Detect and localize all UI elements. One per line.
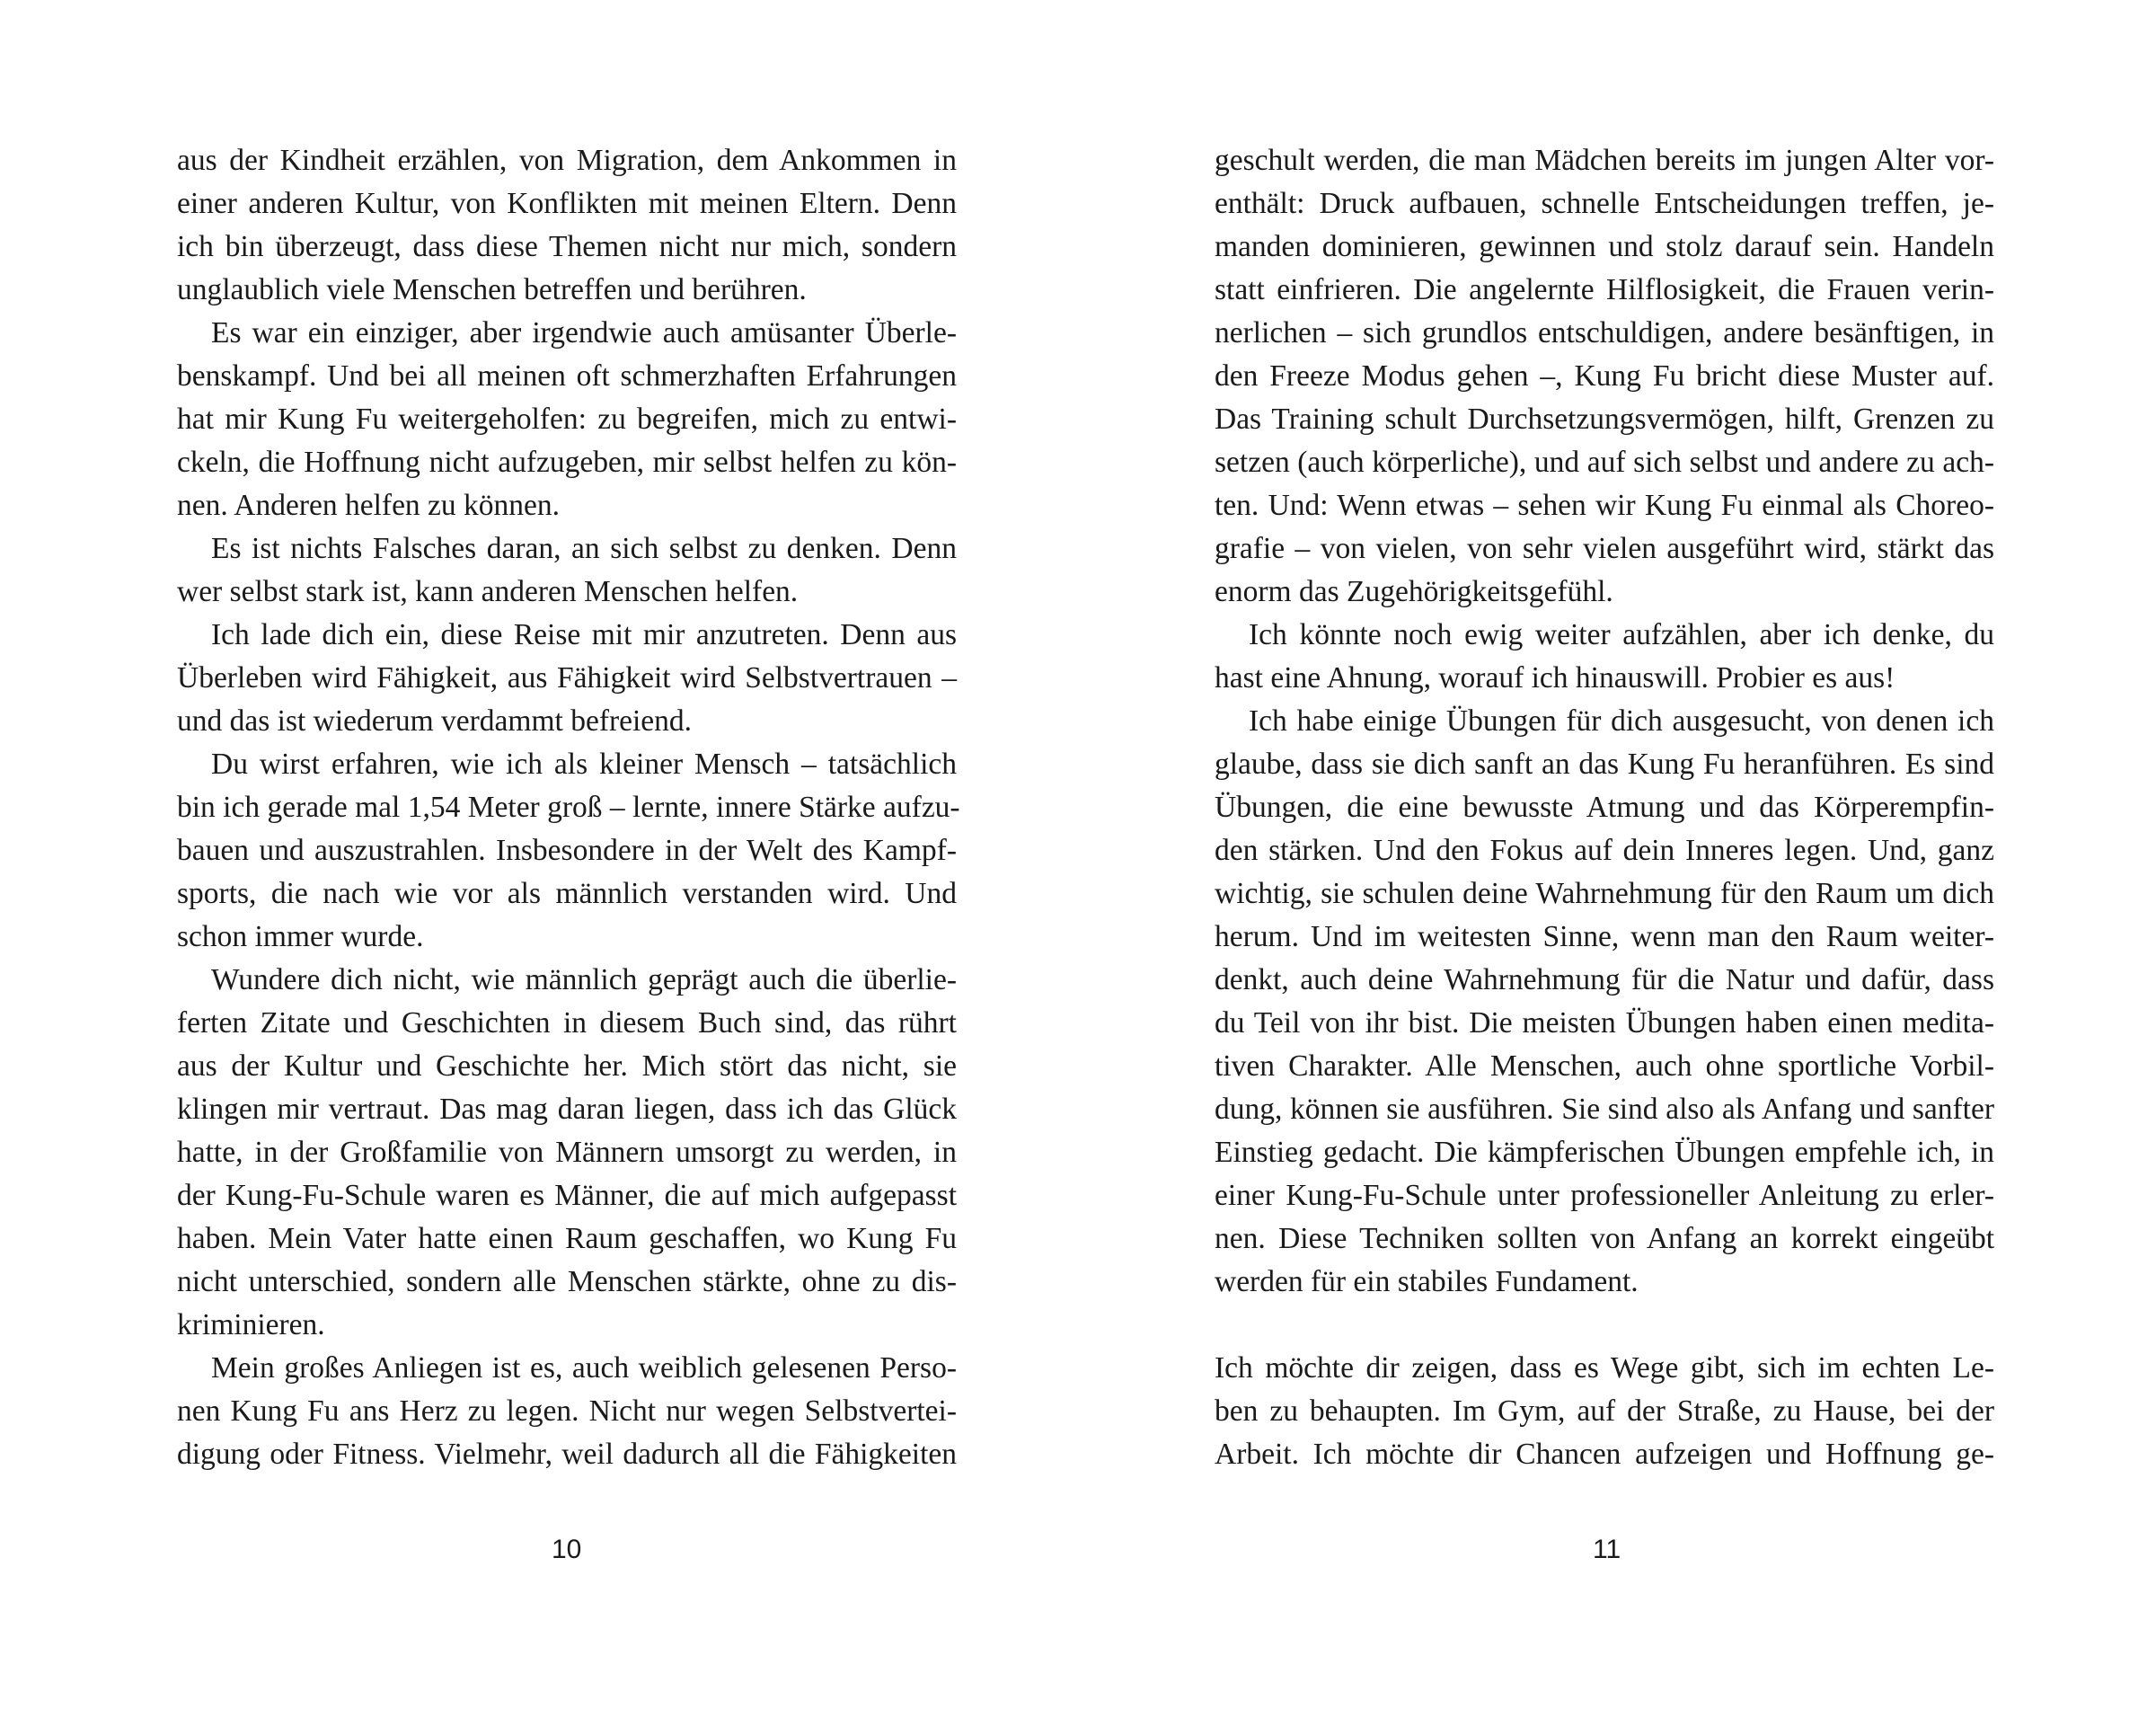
text-line: haben. Mein Vater hatte einen Raum geschaffen, wo Kung Fu [177, 1222, 957, 1255]
page-number: 10 [552, 1535, 582, 1564]
text-line: Ich lade dich ein, diese Reise mit mir anzutreten. Denn aus [211, 618, 957, 651]
text-line: nerlichen – sich grundlos entschuldigen, andere besänftigen, in [1215, 316, 1994, 350]
text-line: wer selbst stark ist, kann anderen Menschen helfen. [177, 575, 799, 608]
text-line: Wundere dich nicht, wie männlich geprägt auch die überlie- [211, 963, 957, 996]
text-line: glaube, dass sie dich sanft an das Kung Fu heranführen. Es sind [1215, 748, 1994, 781]
text-line: statt einfrieren. Die angelernte Hilflosigkeit, die Frauen verin- [1215, 273, 1994, 306]
text-line: herum. Und im weitesten Sinne, wenn man den Raum weiter- [1215, 920, 1994, 953]
text-line: wichtig, sie schulen deine Wahrnehmung für den Raum um dich [1215, 877, 1994, 910]
text-line: ckeln, die Hoffnung nicht aufzugeben, mir selbst helfen zu kön- [177, 446, 957, 479]
text-line: ben zu behaupten. Im Gym, auf der Straße, zu Hause, bei der [1215, 1394, 1994, 1428]
text-line: enthält: Druck aufbauen, schnelle Entscheidungen treffen, je- [1215, 187, 1994, 220]
text-line: Einstieg gedacht. Die kämpferischen Übungen empfehle ich, in [1215, 1136, 1994, 1169]
text-line: einer Kung-Fu-Schule unter professioneller Anleitung zu erler- [1215, 1179, 1994, 1212]
text-line: und das ist wiederum verdammt befreiend. [177, 704, 693, 738]
text-line: schon immer wurde. [177, 920, 424, 953]
text-line: du Teil von ihr bist. Die meisten Übungen haben einen medita- [1215, 1006, 1994, 1040]
text-line: nen. Anderen helfen zu können. [177, 489, 561, 522]
text-line: setzen (auch körperliche), und auf sich selbst und andere zu ach- [1215, 446, 1994, 479]
text-line: klingen mir vertraut. Das mag daran liegen, dass ich das Glück [177, 1093, 957, 1126]
text-line: unglaublich viele Menschen betreffen und berühren. [177, 273, 807, 306]
text-line: den stärken. Und den Fokus auf dein Inneres legen. Und, ganz [1215, 834, 1994, 867]
text-line: benskampf. Und bei all meinen oft schmerzhaften Erfahrungen [177, 359, 957, 393]
text-line: werden für ein stabiles Fundament. [1215, 1265, 1639, 1298]
left-page-text [177, 139, 960, 1476]
text-line: ferten Zitate und Geschichten in diesem Buch sind, das rührt [177, 1006, 957, 1040]
text-line: tiven Charakter. Alle Menschen, auch ohne sportliche Vorbil- [1215, 1049, 1994, 1083]
text-line: Übungen, die eine bewusste Atmung und das Körperempfin- [1215, 791, 1994, 824]
text-line: aus der Kultur und Geschichte her. Mich stört das nicht, sie [177, 1049, 957, 1083]
text-line: Es war ein einziger, aber irgendwie auch amüsanter Überle- [211, 316, 957, 350]
text-line: Ich möchte dir zeigen, dass es Wege gibt, sich im echten Le- [1215, 1351, 1994, 1385]
text-line: Mein großes Anliegen ist es, auch weiblich gelesenen Perso- [211, 1351, 957, 1385]
text-line: nen. Diese Techniken sollten von Anfang an korrekt eingeübt [1215, 1222, 1994, 1255]
text-line: denkt, auch deine Wahrnehmung für die Natur und dafür, dass [1215, 963, 1994, 996]
text-line: Ich könnte noch ewig weiter aufzählen, aber ich denke, du [1249, 618, 1994, 651]
text-line: geschult werden, die man Mädchen bereits im jungen Alter vor- [1215, 144, 1994, 177]
text-line: einer anderen Kultur, von Konflikten mit meinen Eltern. Denn [177, 187, 957, 220]
text-line: sports, die nach wie vor als männlich verstanden wird. Und [177, 877, 957, 910]
text-line: Ich habe einige Übungen für dich ausgesucht, von denen ich [1249, 704, 1994, 738]
text-line: grafie – von vielen, von sehr vielen ausgeführt wird, stärkt das [1215, 532, 1994, 565]
page-number: 11 [1593, 1535, 1621, 1564]
text-line: Das Training schult Durchsetzungsvermögen, hilft, Grenzen zu [1215, 403, 1994, 436]
text-line: enorm das Zugehörigkeitsgefühl. [1215, 575, 1613, 608]
text-line: der Kung-Fu-Schule waren es Männer, die auf mich aufgepasst [177, 1179, 957, 1212]
text-line: hat mir Kung Fu weitergeholfen: zu begreifen, mich zu entwi- [177, 403, 957, 436]
text-line: hast eine Ahnung, worauf ich hinauswill. Probier es aus! [1215, 661, 1895, 695]
text-line: Überleben wird Fähigkeit, aus Fähigkeit wird Selbstvertrauen – [177, 661, 957, 695]
right-page-text [1215, 139, 1994, 1476]
text-line: bin ich gerade mal 1,54 Meter groß – lernte, innere Stärke aufzu- [177, 791, 960, 824]
text-line: Arbeit. Ich möchte dir Chancen aufzeigen und Hoffnung ge- [1215, 1438, 1994, 1471]
text-line: hatte, in der Großfamilie von Männern umsorgt zu werden, in [177, 1136, 957, 1169]
text-line: manden dominieren, gewinnen und stolz darauf sein. Handeln [1215, 230, 1994, 263]
text-line: ich bin überzeugt, dass diese Themen nicht nur mich, sondern [177, 230, 957, 263]
text-line: Du wirst erfahren, wie ich als kleiner Mensch – tatsächlich [211, 748, 957, 781]
text-line: bauen und auszustrahlen. Insbesondere in der Welt des Kampf- [177, 834, 957, 867]
text-line: kriminieren. [177, 1308, 325, 1341]
text-line: nicht unterschied, sondern alle Menschen stärkte, ohne zu dis- [177, 1265, 957, 1298]
right-page [1078, 0, 2156, 1717]
text-line: ten. Und: Wenn etwas – sehen wir Kung Fu einmal als Choreo- [1215, 489, 1994, 522]
text-line: digung oder Fitness. Vielmehr, weil dadurch all die Fähigkeiten [177, 1438, 957, 1471]
text-line: den Freeze Modus gehen –, Kung Fu bricht diese Muster auf. [1215, 359, 1994, 393]
text-line: aus der Kindheit erzählen, von Migration, dem Ankommen in [177, 144, 957, 177]
text-line: nen Kung Fu ans Herz zu legen. Nicht nur wegen Selbstvertei- [177, 1394, 957, 1428]
text-line: Es ist nichts Falsches daran, an sich selbst zu denken. Denn [211, 532, 957, 565]
text-line: dung, können sie ausführen. Sie sind also als Anfang und sanfter [1215, 1093, 1994, 1126]
